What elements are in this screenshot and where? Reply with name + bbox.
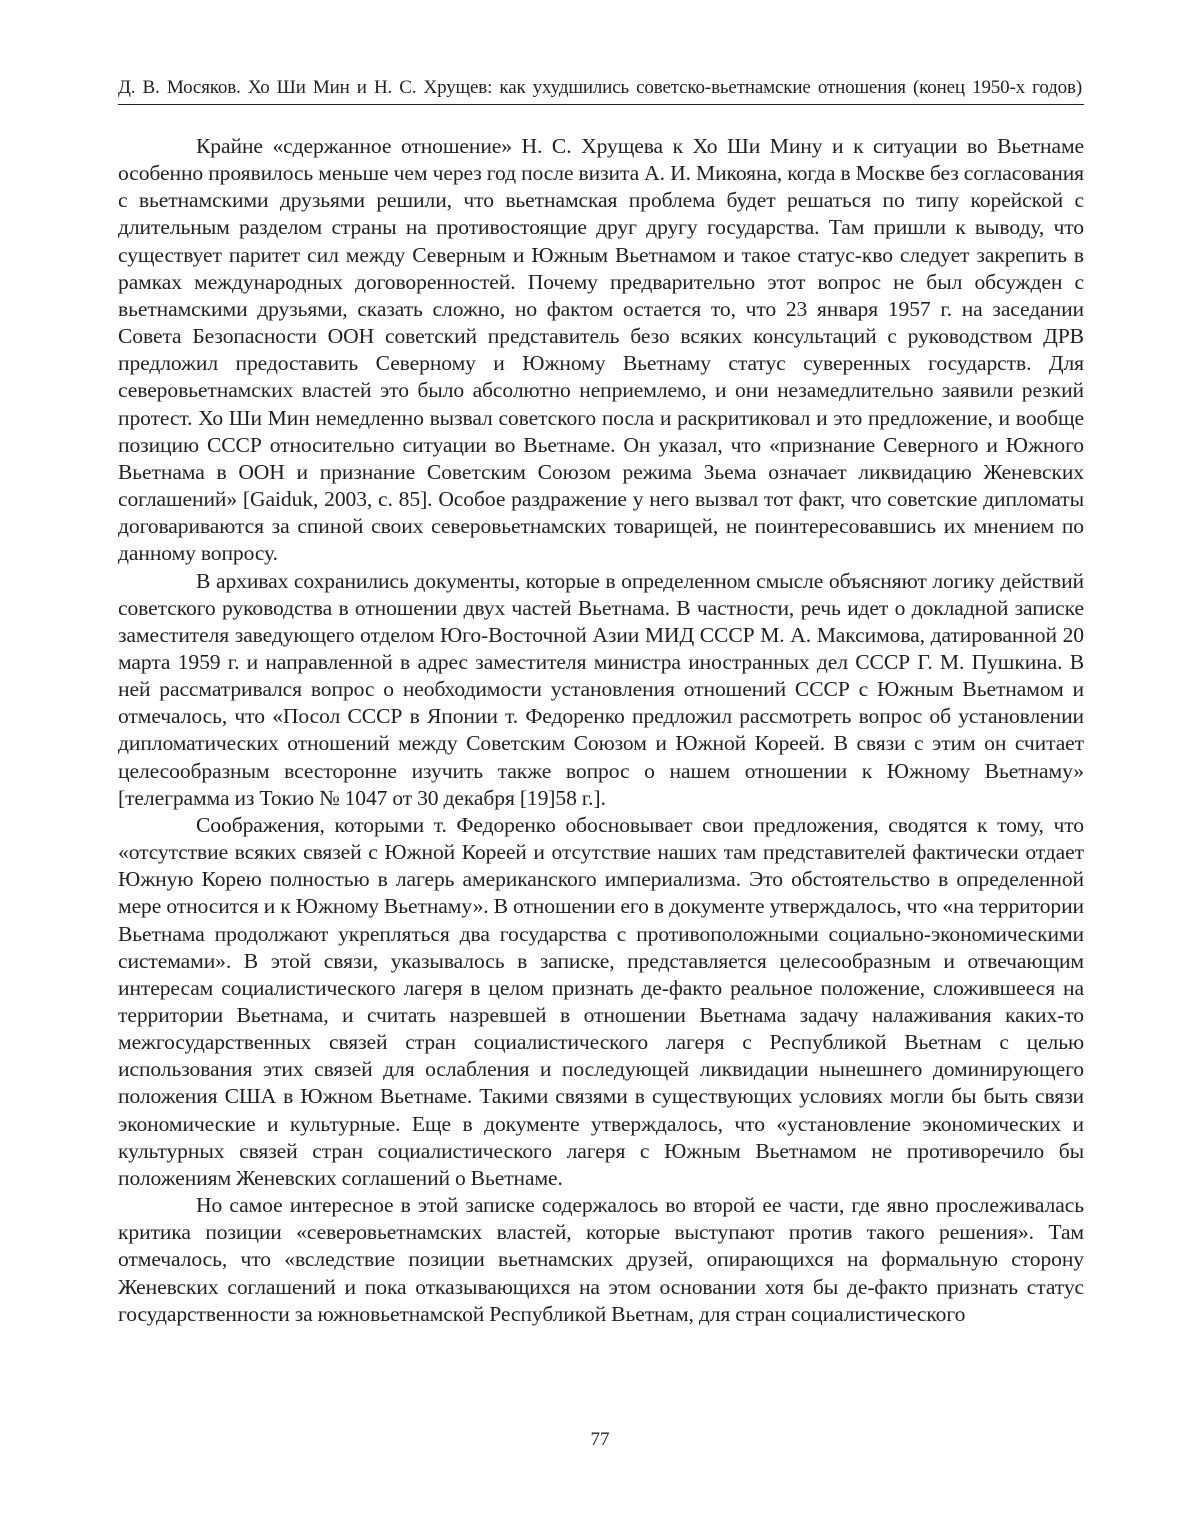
paragraph-1: Крайне «сдержанное отношение» Н. С. Хрущева к Хо Ши Мину и к ситуации во Вьетнаме особенно проявилось меньше чем через год после визита А. И. Микояна, когда в Москве без согласования с вьетнамскими друзьями решили, что вьетнамская проблема будет решаться по типу корейской с длительным разделом страны на противостоящие друг другу государства. Там пришли к выводу, что существует паритет сил между Северным и Южным Вьетнамом и такое статус-кво следует закрепить в рамках международных договоренностей. Почему предварительно этот вопрос не был обсужден с вьетнамскими друзьями, сказать сложно, но фактом остается то, что 23 января 1957 г. на заседании Совета Безопасности ООН советский представитель безо всяких консультаций с руководством ДРВ предложил предоставить Северному и Южному Вьетнаму статус суверенных государств. Для северовьетнамских властей это было абсолютно неприемлемо, и они незамедлительно заявили резкий протест. Хо Ши Мин немедленно вызвал советского посла и раскритиковал и это предложение, и вообще позицию СССР относительно ситуации во Вьетнаме. Он указал, что «признание Северного и Южного Вьетнама в ООН и признание Советским Союзом режима Зьема означает ликвидацию Женевских соглашений» [Gaiduk, 2003, с. 85]. Особое раздражение у него вызвал тот факт, что советские дипломаты договариваются за спиной своих северовьетнамских товарищей, не поинтересовавшись их мнением по данному вопросу. — [118, 134, 1084, 566]
paragraph-2: В архивах сохранились документы, которые в определенном смысле объясняют логику действий советского руководства в отношении двух частей Вьетнама. В частности, речь идет о докладной записке заместителя заведующего отделом Юго-Восточной Азии МИД СССР М. А. Максимова, датированной 20 марта 1959 г. и направленной в адрес заместителя министра иностранных дел СССР Г. М. Пушкина. В ней рассматривался вопрос о необходимости установления отношений СССР с Южным Вьетнамом и отмечалось, что «Посол СССР в Японии т. Федоренко предложил рассмотреть вопрос об установлении дипломатических отношений между Советским Союзом и Южной Кореей. В связи с этим он считает целесообразным всесторонне изучить также вопрос о нашем отношении к Южному Вьетнаму» [телеграмма из Токио № 1047 от 30 декабря [19]58 г.]. — [118, 568, 1084, 810]
article-body — [118, 133, 1084, 1328]
running-header: Д. В. Мосяков. Хо Ши Мин и Н. С. Хрущев: как ухудшились советско-вьетнамские отношения (конец 1950-х годов) — [118, 77, 1082, 98]
header-rule — [118, 104, 1084, 105]
paragraph-4: Но самое интересное в этой записке содержалось во второй ее части, где явно прослеживалась критика позиции «северовьетнамских властей, которые выступают против такого решения». Там отмечалось, что «вследствие позиции вьетнамских друзей, опирающихся на формальную сторону Женевских соглашений и пока отказывающихся на этом основании хотя бы де-факто признать статус государственности за южновьетнамской Республикой Вьетнам, для стран социалистического — [118, 1193, 1084, 1326]
page-number: 77 — [590, 1429, 610, 1450]
paragraph-3: Соображения, которыми т. Федоренко обосновывает свои предложения, сводятся к тому, что «отсутствие всяких связей с Южной Кореей и отсутствие наших там представителей фактически отдает Южную Корею полностью в лагерь американского империализма. Это обстоятельство в определенной мере относится и к Южному Вьетнаму». В отношении его в документе утверждалось, что «на территории Вьетнама продолжают укрепляться два государства с противоположными социально-экономическими системами». В этой связи, указывалось в записке, представляется целесообразным и отвечающим интересам социалистического лагеря в целом признать де-факто реальное положение, сложившееся на территории Вьетнама, и считать назревшей в отношении Вьетнама задачу налаживания каких-то межгосударственных связей стран социалистического лагеря с Республикой Вьетнам с целью использования этих связей для ослабления и последующей ликвидации нынешнего доминирующего положения США в Южном Вьетнаме. Такими связями в существующих условиях могли бы быть связи экономические и культурные. Еще в документе утверждалось, что «установление экономических и культурных связей стран социалистического лагеря с Южным Вьетнамом не противоречило бы положениям Женевских соглашений о Вьетнаме. — [118, 812, 1084, 1190]
